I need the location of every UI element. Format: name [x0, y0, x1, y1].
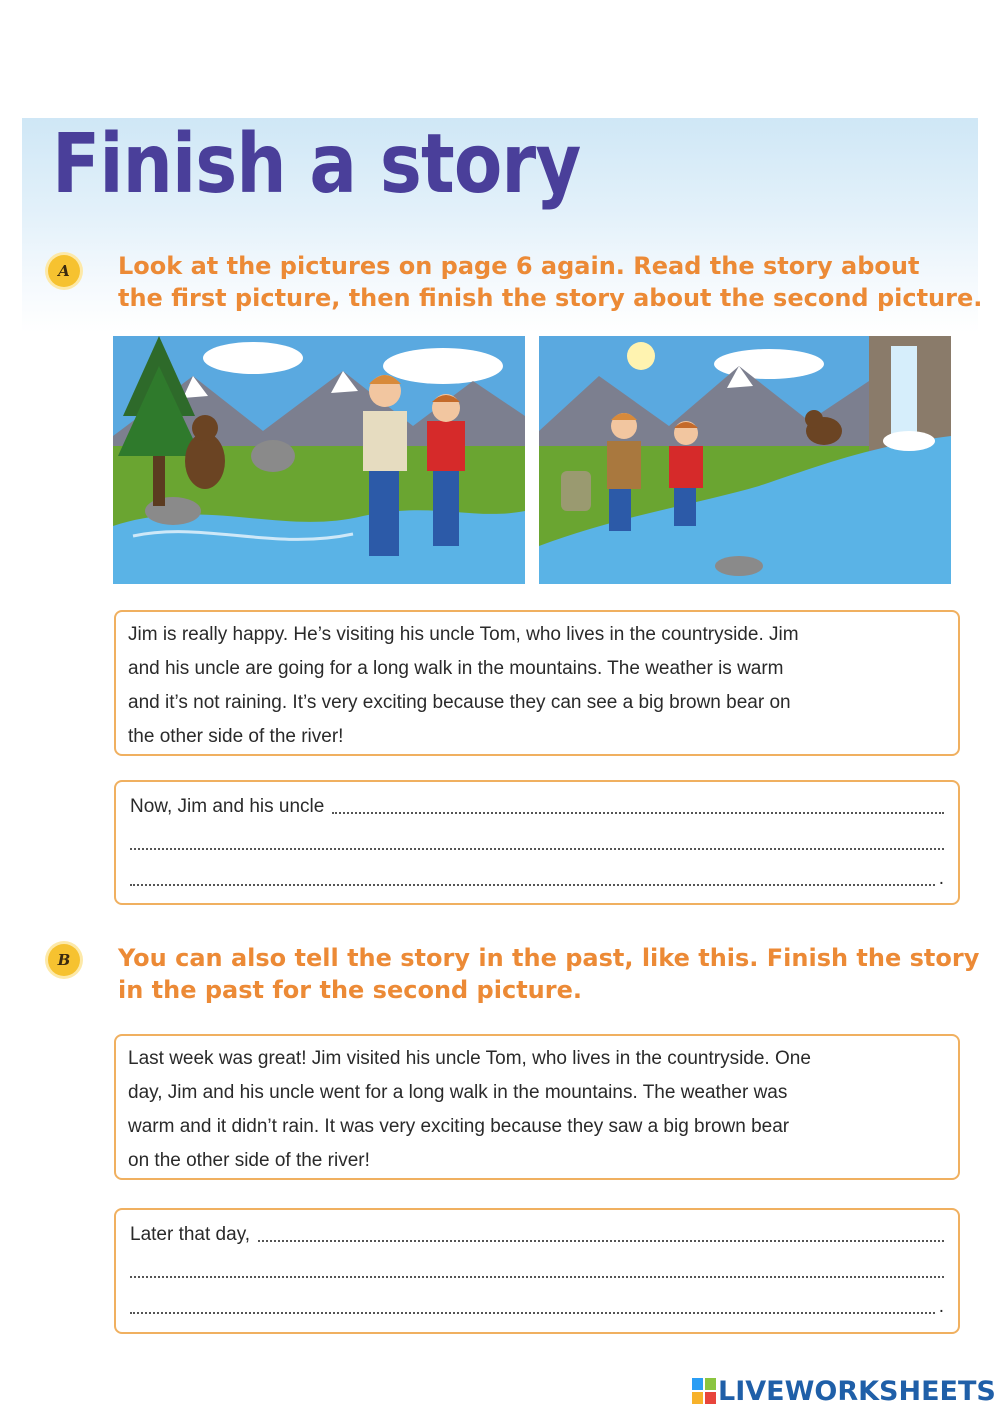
section-b-story-box — [114, 1034, 960, 1180]
section-b-story-line-1: Last week was great! Jim visited his uncle Tom, who lives in the countryside. One — [128, 1048, 811, 1069]
section-b-answer-prompt: Later that day, — [130, 1224, 251, 1245]
section-b-story-line-4: on the other side of the river! — [128, 1150, 370, 1171]
dotted-line — [332, 812, 944, 814]
section-a-answer-box[interactable] — [114, 780, 960, 905]
section-a-story-line-3: and it’s not raining. It’s very exciting because they can see a big brown bear on — [128, 692, 791, 713]
section-a-story-line-2: and his uncle are going for a long walk in the mountains. The weather is warm — [128, 658, 784, 679]
dotted-line — [258, 1240, 944, 1242]
section-a-answer-line-1[interactable] — [116, 786, 958, 822]
dotted-line — [130, 1276, 944, 1278]
section-b-answer-box[interactable] — [114, 1208, 960, 1334]
period-mark: . — [938, 868, 944, 889]
story-picture-1 — [113, 336, 525, 584]
section-b-badge: B — [48, 944, 80, 976]
section-b-story-line-2: day, Jim and his uncle went for a long walk in the mountains. The weather was — [128, 1082, 788, 1103]
section-a-instruction-line2: the first picture, then finish the story about the second picture. — [118, 284, 983, 312]
dotted-line — [130, 884, 935, 886]
liveworksheets-logo — [692, 1374, 996, 1408]
period-mark: . — [938, 1296, 944, 1317]
page-title: Finish a story — [52, 117, 581, 212]
section-a-story-line-1: Jim is really happy. He’s visiting his uncle Tom, who lives in the countryside. Jim — [128, 624, 799, 645]
section-a-instruction — [118, 250, 982, 314]
section-a-instruction-line1: Look at the pictures on page 6 again. Read the story about — [118, 252, 920, 280]
dotted-line — [130, 1312, 935, 1314]
section-b-story-line-3: warm and it didn’t rain. It was very exciting because they saw a big brown bear — [128, 1116, 790, 1137]
section-a-answer-prompt: Now, Jim and his uncle — [130, 796, 325, 817]
section-a-answer-line-2[interactable] — [116, 822, 958, 858]
liveworksheets-logo-icon — [692, 1378, 716, 1404]
section-b-instruction — [118, 942, 979, 1006]
section-b-answer-line-1[interactable] — [116, 1214, 958, 1250]
story-picture-2 — [539, 336, 951, 584]
section-b-answer-line-2[interactable] — [116, 1250, 958, 1286]
dotted-line — [130, 848, 944, 850]
liveworksheets-logo-text: LIVEWORKSHEETS — [718, 1375, 996, 1407]
section-b-answer-line-3[interactable] — [116, 1286, 958, 1322]
section-a-answer-line-3[interactable] — [116, 858, 958, 894]
section-b-instruction-line2: in the past for the second picture. — [118, 976, 582, 1004]
section-a-story-box — [114, 610, 960, 756]
section-b-instruction-line1: You can also tell the story in the past, like this. Finish the story — [118, 944, 980, 972]
section-a-badge: A — [48, 255, 80, 287]
section-a-story-line-4: the other side of the river! — [128, 726, 344, 747]
